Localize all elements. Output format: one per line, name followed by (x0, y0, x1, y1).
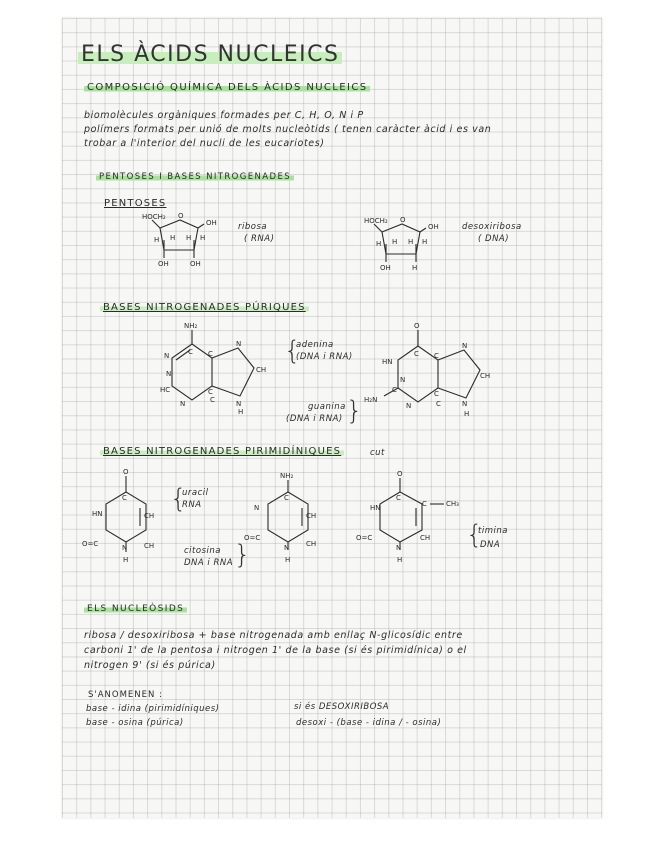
pentoses-label: PENTOSES (104, 198, 167, 209)
atom-label: C (208, 388, 213, 396)
adenina-brace: { (284, 336, 301, 366)
desoxiribosa-type: ( DNA) (478, 234, 510, 244)
pirimidiniques-note: cut (370, 448, 385, 458)
atom-label: C (434, 352, 439, 360)
guanina-type: (DNA i RNA) (286, 414, 343, 424)
page-title: ELS ÀCIDS NUCLEICS (78, 42, 342, 67)
section-heading-pentoses-bases: PENTOSES I BASES NITROGENADES (96, 172, 294, 182)
guanina-structure (362, 322, 492, 422)
atom-label: H (170, 234, 176, 242)
atom-label: N (284, 544, 290, 552)
atom-label: CH (144, 512, 155, 520)
body-line: polímers formats per unió de molts nucleòtids ( tenen caràcter àcid i es van (84, 124, 492, 135)
atom-label: CH₃ (446, 500, 459, 508)
atom-label: NH₂ (184, 322, 198, 330)
atom-label: N (122, 544, 128, 552)
desoxiribosa-name: desoxiribosa (462, 222, 522, 232)
atom-label: OH (206, 219, 217, 227)
atom-label: N (180, 400, 186, 408)
guanina-name: guanina (308, 402, 346, 412)
atom-label: HOCH₂ (142, 213, 166, 221)
atom-label: CH (256, 366, 267, 374)
atom-label: O=C (82, 540, 99, 548)
atom-label: HN (382, 358, 393, 366)
atom-label: H (408, 238, 414, 246)
uracil-structure (82, 466, 180, 576)
atom-label: OH (428, 223, 439, 231)
atom-label: N (236, 400, 242, 408)
atom-label: H (154, 236, 160, 244)
atom-label: H (200, 234, 206, 242)
guanina-brace: } (346, 396, 363, 426)
atom-label: H (464, 410, 470, 418)
body-line: trobar a l'interior del nucli de les eucariotes) (84, 138, 325, 149)
atom-label: O=C (356, 534, 373, 542)
atom-label: N (462, 342, 468, 350)
atom-label: NH₂ (280, 472, 294, 480)
timina-name: timina (478, 526, 508, 536)
body-line: ribosa / desoxiribosa + base nitrogenada amb enllaç N-glicosídic entre (84, 630, 463, 641)
atom-label: H₂N (364, 396, 378, 404)
atom-label: OH (190, 260, 201, 268)
atom-label: H (285, 556, 291, 564)
section-heading-composition: COMPOSICIÓ QUÍMICA DELS ÀCIDS NUCLEICS (84, 82, 370, 93)
atom-label: O (178, 212, 184, 220)
atom-label: N (462, 400, 468, 408)
atom-label: HN (370, 504, 381, 512)
adenina-structure (150, 320, 280, 420)
atom-label: N (400, 376, 406, 384)
atom-label: H (123, 556, 129, 564)
atom-label: C (436, 400, 441, 408)
atom-label: HOCH₂ (364, 217, 388, 225)
ribosa-type: ( RNA) (244, 234, 275, 244)
adenina-type: (DNA i RNA) (296, 352, 353, 362)
atom-label: N (164, 352, 170, 360)
atom-label: C (188, 348, 193, 356)
timina-brace: { (466, 520, 483, 550)
atom-label: C (122, 494, 127, 502)
atom-label: CH (306, 512, 317, 520)
atom-label: C (284, 494, 289, 502)
citosina-brace: } (234, 540, 251, 570)
adenina-name: adenina (296, 340, 334, 350)
atom-label: H (392, 238, 398, 246)
citosina-name: citosina (184, 546, 221, 556)
atom-label: C (434, 390, 439, 398)
atom-label: O (397, 470, 403, 478)
section-heading-nucleosids: ELS NUCLEÒSIDS (84, 604, 187, 614)
body-line: biomolècules orgàniques formades per C, H, O, N i P (84, 110, 364, 121)
atom-label: HC (160, 386, 171, 394)
atom-label: O (400, 216, 406, 224)
citosina-structure (240, 470, 330, 580)
citosina-type: DNA i RNA (184, 558, 234, 568)
atom-label: C (392, 386, 397, 394)
naming-label: S'ANOMENEN : (88, 690, 163, 700)
pirimidiniques-label: BASES NITROGENADES PIRIMIDÍNIQUES (100, 446, 344, 457)
desoxi-rule: desoxi - (base - idina / - osina) (296, 718, 442, 728)
atom-label: N (236, 340, 242, 348)
atom-label: CH (306, 540, 317, 548)
naming-rule-puriques: base - osina (púrica) (86, 718, 184, 728)
atom-label: N (406, 402, 412, 410)
atom-label: C (208, 350, 213, 358)
uracil-name: uracil (182, 488, 209, 498)
timina-type: DNA (480, 540, 501, 550)
atom-label: O (123, 468, 129, 476)
desoxiribosa-structure (362, 214, 442, 284)
atom-label: H (376, 240, 382, 248)
atom-label: N (166, 370, 172, 378)
body-line: nitrogen 9' (si és púrica) (84, 660, 216, 671)
atom-label: H (238, 408, 244, 416)
atom-label: H (186, 234, 192, 242)
body-line: carboni 1' de la pentosa i nitrogen 1' de la base (si és pirimidínica) o el (84, 645, 467, 656)
atom-label: C (422, 500, 427, 508)
uracil-type: RNA (182, 500, 202, 510)
puriques-label: BASES NITROGENADES PÚRIQUES (100, 302, 309, 313)
atom-label: C (210, 396, 215, 404)
uracil-brace: { (170, 484, 187, 514)
atom-label: O=C (244, 534, 261, 542)
atom-label: H (412, 264, 418, 272)
atom-label: O (414, 322, 420, 330)
atom-label: OH (380, 264, 391, 272)
atom-label: OH (158, 260, 169, 268)
atom-label: C (414, 350, 419, 358)
naming-rule-pirimidiniques: base - idina (pirimidíniques) (86, 704, 220, 714)
atom-label: C (396, 494, 401, 502)
atom-label: CH (420, 534, 431, 542)
atom-label: CH (480, 372, 491, 380)
atom-label: H (397, 556, 403, 564)
atom-label: N (396, 544, 402, 552)
atom-label: CH (144, 542, 155, 550)
atom-label: N (254, 504, 260, 512)
atom-label: H (422, 238, 428, 246)
ribosa-name: ribosa (238, 222, 268, 232)
ribosa-structure (140, 210, 220, 280)
atom-label: HN (92, 510, 103, 518)
desoxi-label: si és DESOXIRIBOSA (294, 702, 390, 712)
